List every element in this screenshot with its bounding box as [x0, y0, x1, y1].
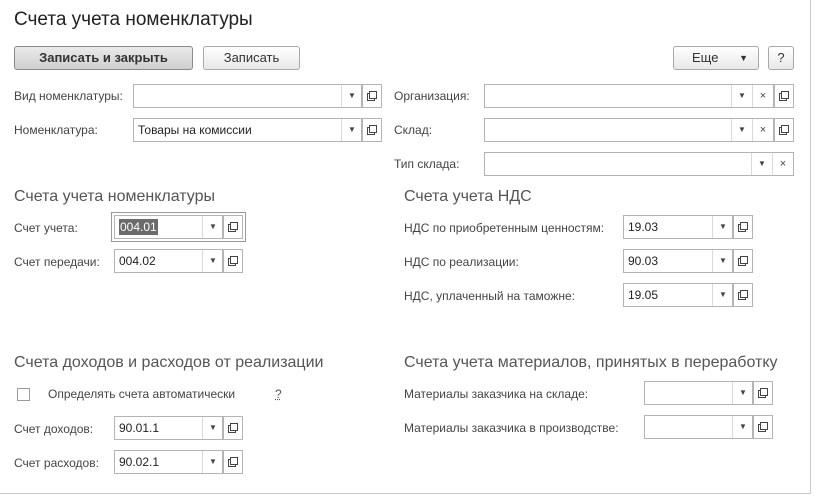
- vat-customs-value: 19.05: [628, 288, 659, 302]
- clear-icon[interactable]: ×: [752, 85, 773, 107]
- section-materials-accounts: Счета учета материалов, принятых в переработку: [404, 354, 778, 371]
- vat-acquired-field[interactable]: [623, 215, 733, 239]
- chevron-down-icon[interactable]: ▼: [202, 216, 223, 238]
- income-account-value: 90.01.1: [119, 421, 160, 435]
- chevron-down-icon[interactable]: ▼: [732, 382, 753, 404]
- chevron-down-icon[interactable]: ▼: [731, 85, 752, 107]
- open-icon[interactable]: [223, 215, 243, 239]
- account-value: 004.01: [120, 220, 157, 234]
- nomenclature-type-label: Вид номенклатуры:: [14, 89, 123, 103]
- expense-account-field[interactable]: [114, 450, 223, 474]
- auto-accounts-checkbox[interactable]: [17, 388, 30, 401]
- organization-field[interactable]: [484, 84, 774, 108]
- expense-account-value: 90.02.1: [119, 455, 160, 469]
- nomenclature-label: Номенклатура:: [14, 123, 98, 137]
- chevron-down-icon[interactable]: ▼: [712, 284, 733, 306]
- chevron-down-icon[interactable]: ▼: [341, 119, 362, 141]
- chevron-down-icon[interactable]: ▼: [712, 250, 733, 272]
- open-icon[interactable]: [753, 415, 773, 439]
- customer-materials-production-field[interactable]: [644, 415, 753, 439]
- open-icon[interactable]: [223, 450, 243, 474]
- more-label: Еще: [692, 50, 719, 65]
- income-account-label: Счет доходов:: [14, 422, 94, 436]
- open-icon[interactable]: [362, 118, 382, 142]
- chevron-down-icon[interactable]: ▼: [202, 250, 223, 272]
- vat-customs-label: НДС, уплаченный на таможне:: [404, 289, 575, 303]
- section-income-expense-accounts: Счета доходов и расходов от реализации: [14, 354, 324, 371]
- warehouse-field[interactable]: [484, 118, 774, 142]
- customer-materials-warehouse-label: Материалы заказчика на складе:: [404, 387, 589, 401]
- chevron-down-icon: ▼: [739, 53, 748, 63]
- transfer-account-label: Счет передачи:: [14, 255, 100, 269]
- chevron-down-icon[interactable]: ▼: [751, 153, 772, 175]
- vat-sales-field[interactable]: [623, 249, 733, 273]
- section-nomenclature-accounts: Счета учета номенклатуры: [14, 188, 216, 205]
- transfer-account-field[interactable]: [114, 249, 223, 273]
- save-and-close-button[interactable]: Записать и закрыть: [14, 46, 193, 70]
- more-button[interactable]: [673, 46, 759, 70]
- open-icon[interactable]: [753, 381, 773, 405]
- clear-icon[interactable]: ×: [772, 153, 793, 175]
- income-account-field[interactable]: [114, 416, 223, 440]
- form-title: Счета учета номенклатуры: [14, 9, 253, 30]
- chevron-down-icon[interactable]: ▼: [202, 417, 223, 439]
- vat-acquired-label: НДС по приобретенным ценностям:: [404, 221, 605, 235]
- clear-icon[interactable]: ×: [752, 119, 773, 141]
- chevron-down-icon[interactable]: ▼: [712, 216, 733, 238]
- chevron-down-icon[interactable]: ▼: [732, 416, 753, 438]
- section-vat-accounts: Счета учета НДС: [404, 188, 532, 205]
- customer-materials-warehouse-field[interactable]: [644, 381, 753, 405]
- open-icon[interactable]: [223, 249, 243, 273]
- open-icon[interactable]: [733, 249, 753, 273]
- nomenclature-field[interactable]: [133, 118, 362, 142]
- warehouse-type-label: Тип склада:: [394, 157, 460, 171]
- account-label: Счет учета:: [14, 221, 78, 235]
- vat-sales-label: НДС по реализации:: [404, 255, 519, 269]
- save-button[interactable]: Записать: [203, 46, 300, 70]
- help-question-icon[interactable]: ?: [275, 387, 282, 401]
- nomenclature-type-field[interactable]: [133, 84, 362, 108]
- expense-account-label: Счет расходов:: [14, 456, 99, 470]
- chevron-down-icon[interactable]: ▼: [341, 85, 362, 107]
- chevron-down-icon[interactable]: ▼: [731, 119, 752, 141]
- organization-label: Организация:: [394, 89, 470, 103]
- open-icon[interactable]: [733, 283, 753, 307]
- customer-materials-production-label: Материалы заказчика в производстве:: [404, 421, 619, 435]
- open-icon[interactable]: [733, 215, 753, 239]
- vat-acquired-value: 19.03: [628, 220, 659, 234]
- open-icon[interactable]: [223, 416, 243, 440]
- vat-customs-field[interactable]: [623, 283, 733, 307]
- transfer-account-value: 004.02: [119, 254, 156, 268]
- warehouse-label: Склад:: [394, 123, 433, 137]
- vat-sales-value: 90.03: [628, 254, 659, 268]
- account-field[interactable]: [114, 215, 223, 239]
- help-button[interactable]: ?: [768, 46, 794, 70]
- chevron-down-icon[interactable]: ▼: [202, 451, 223, 473]
- open-icon[interactable]: [774, 118, 794, 142]
- open-icon[interactable]: [362, 84, 382, 108]
- auto-accounts-label: Определять счета автоматически: [48, 387, 236, 401]
- nomenclature-value: Товары на комиссии: [138, 123, 252, 137]
- warehouse-type-field[interactable]: [484, 152, 794, 176]
- open-icon[interactable]: [774, 84, 794, 108]
